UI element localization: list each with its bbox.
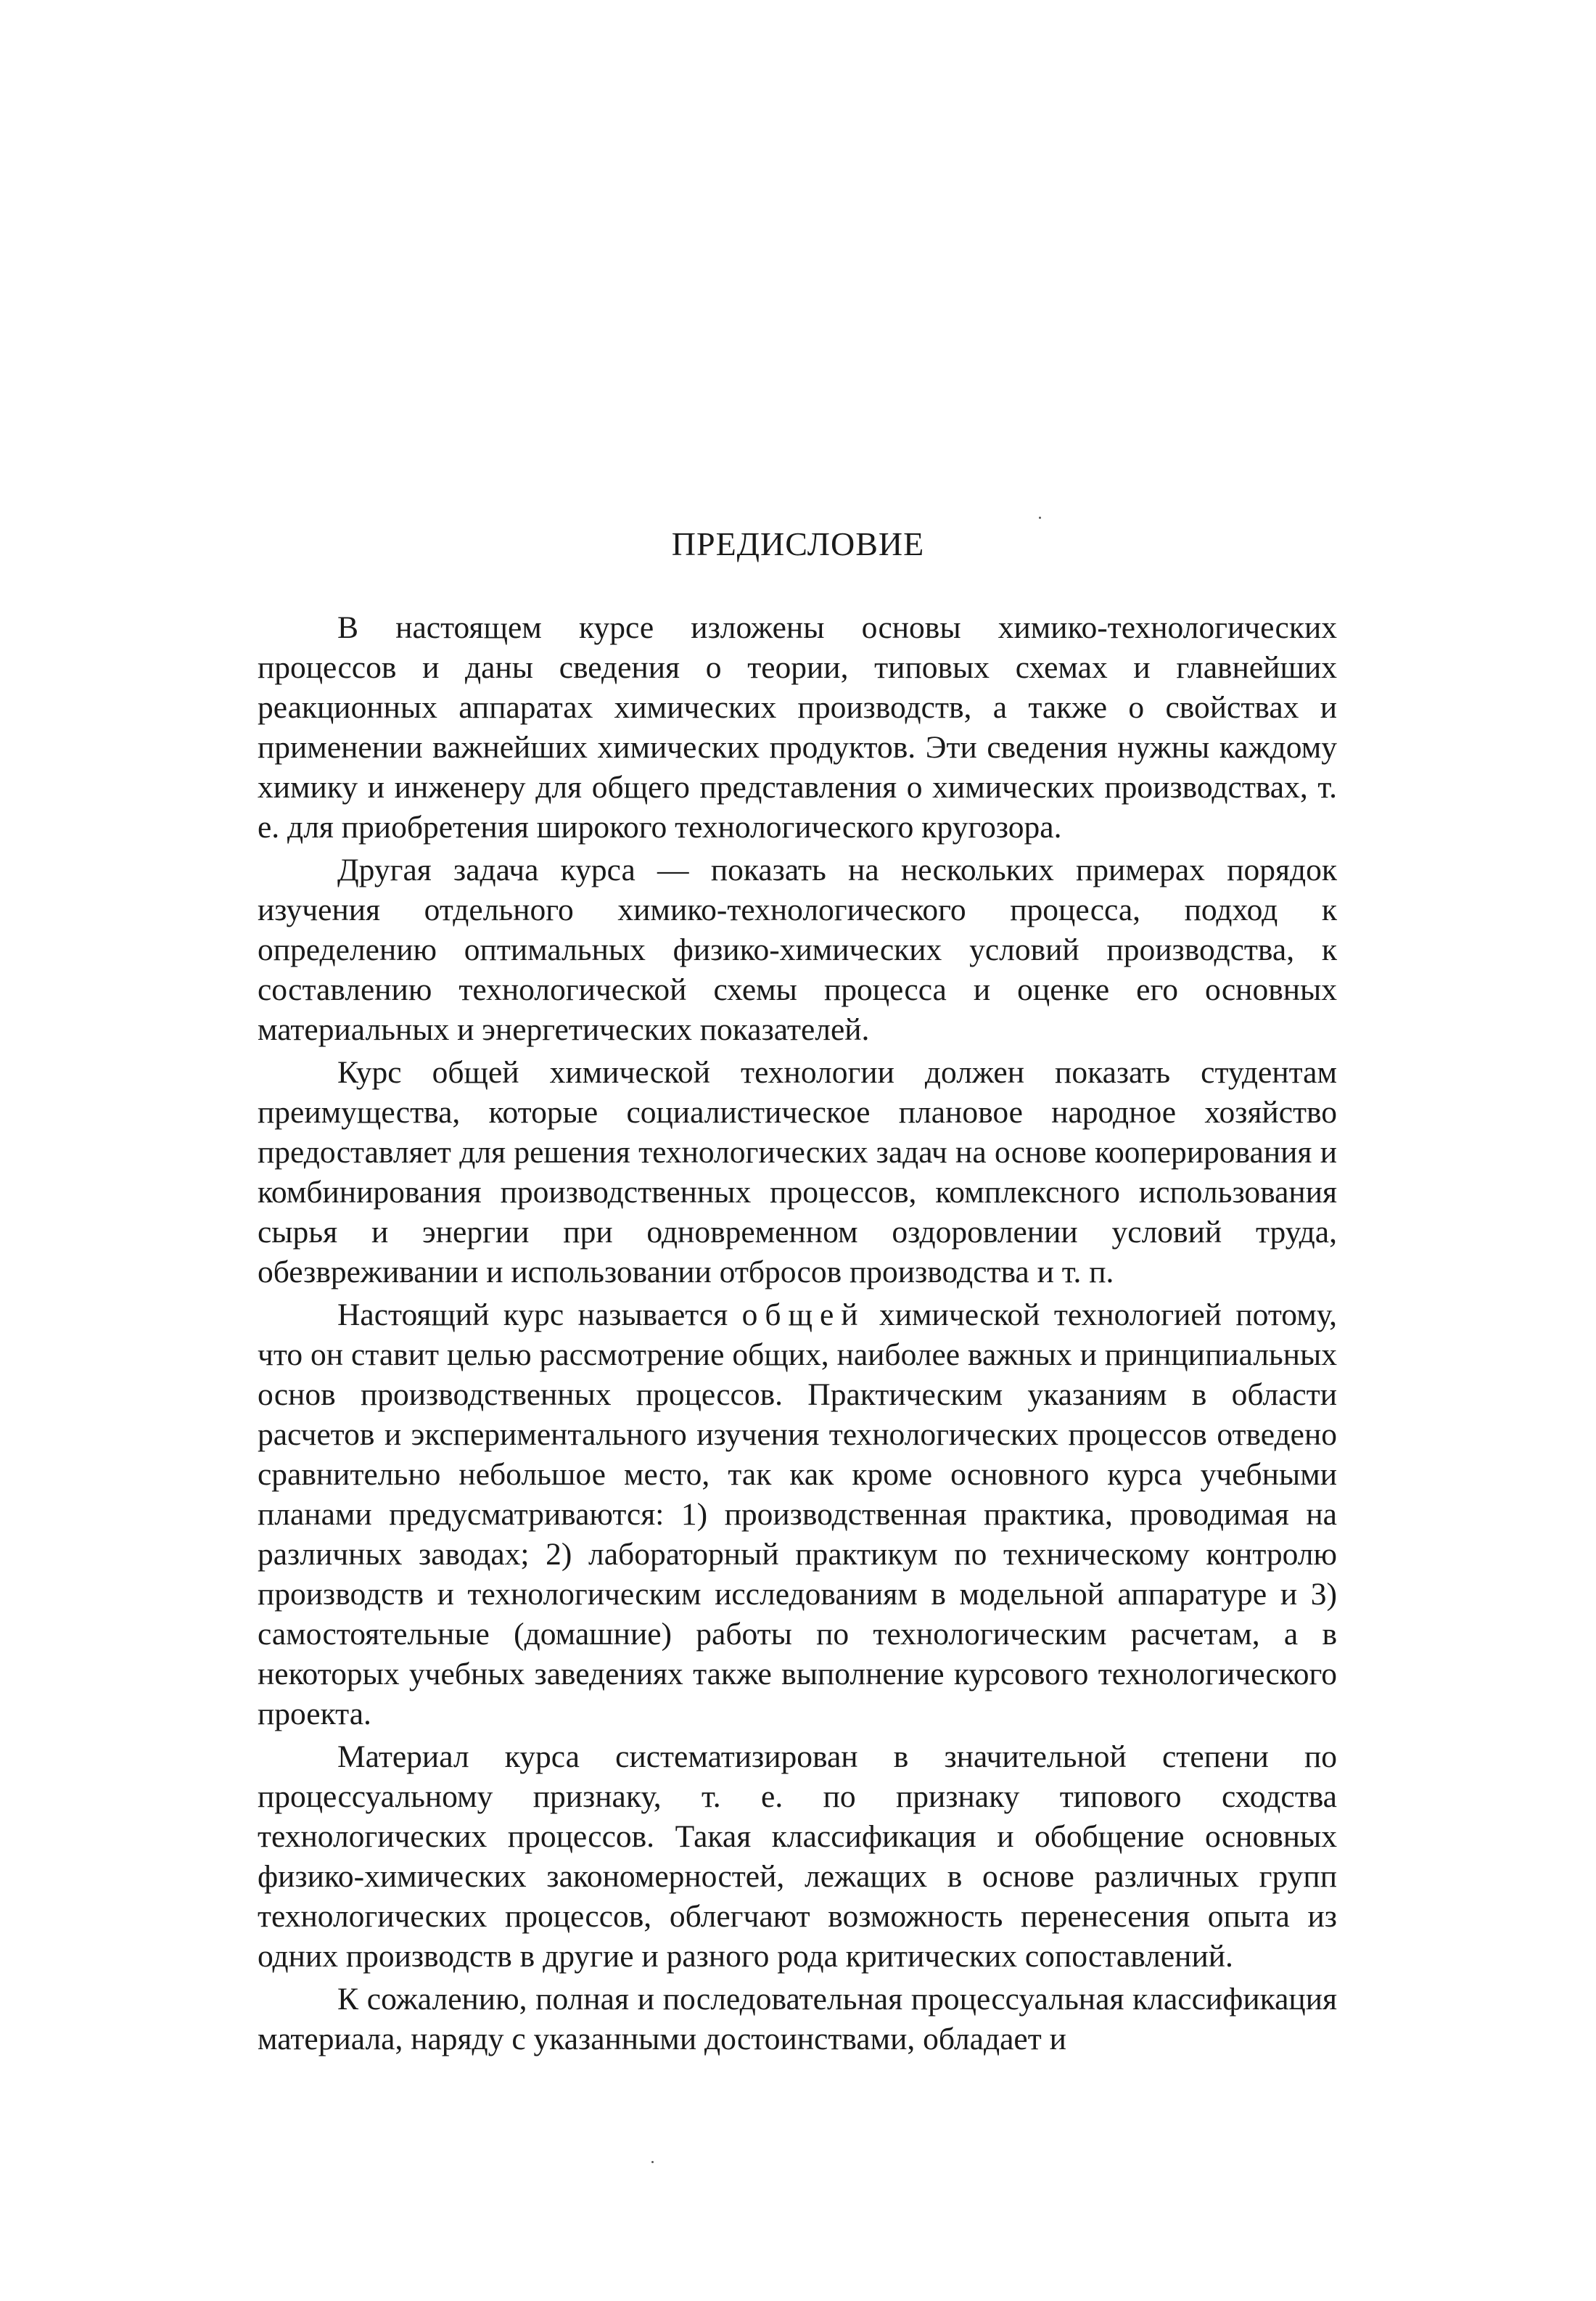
paragraph-1: В настоящем курсе изложены основы химико-технологических процессов и даны сведения о теории, типовых схемах и главнейших реакционных аппаратах химических производств, а также о свойствах и применении важнейших химических продуктов. Эти сведения нужны каждому химику и инженеру для общего представления о химических производствах, т. е. для приобретения широкого технологического кругозора. [258,610,1337,845]
paragraph-5: Материал курса систематизирован в значительной степени по процессуальному признаку, т. е. по признаку типового сходства технологических процессов. Такая классификация и обобщение основных физико-химических закономерностей, лежащих в основе различных групп технологических процессов, облегчают возможность перенесения опыта из одних производств в другие и разного рода критических сопоставлений. [258,1739,1337,1974]
body-text [258,608,1337,2062]
scan-speck [651,2161,654,2163]
paragraph-3: Курс общей химической технологии должен показать студентам преимущества, которые социалистическое плановое народное хозяйство предоставляет для решения технологических задач на основе кооперирования и комбинирования производственных процессов, комплексного использования сырья и энергии при одновременном оздоровлении условий труда, обезвреживании и использовании отбросов производства и т. п. [258,1055,1337,1289]
page-heading: ПРЕДИСЛОВИЕ [671,525,925,562]
paragraph-2: Другая задача курса — показать на нескольких примерах порядок изучения отдельного химико-технологического процесса, подход к определению оптимальных физико-химических условий производства, к составлению технологической схемы процесса и оценке его основных материальных и энергетических показателей. [258,853,1337,1047]
scan-speck [1039,517,1041,519]
paragraph-4 [258,1295,1337,1734]
emphasized-word: общей [741,1297,865,1332]
paragraph-4-rest: химической технологией потому, что он ставит целью рассмотрение общих, наиболее важных и принципиальных основ производственных процессов. Практическим указаниям в области расчетов и экспериментального изучения технологических процессов отведено сравнительно небольшое место, так как кроме основного курса учебными планами предусматриваются: 1) производственная практика, проводимая на различных заводах; 2) лабораторный практикум по техническому контролю производств и технологическим исследованиям в модельной аппаратуре и 3) самостоятельные (домашние) работы по технологическим расчетам, а в некоторых учебных заведениях также выполнение курсового технологического проекта. [258,1297,1337,1731]
paragraph-6: К сожалению, полная и последовательная процессуальная классификация материала, наряду с указанными достоинствами, обладает и [258,1982,1337,2056]
paragraph-4-lead: Настоящий курс называется [337,1297,742,1332]
